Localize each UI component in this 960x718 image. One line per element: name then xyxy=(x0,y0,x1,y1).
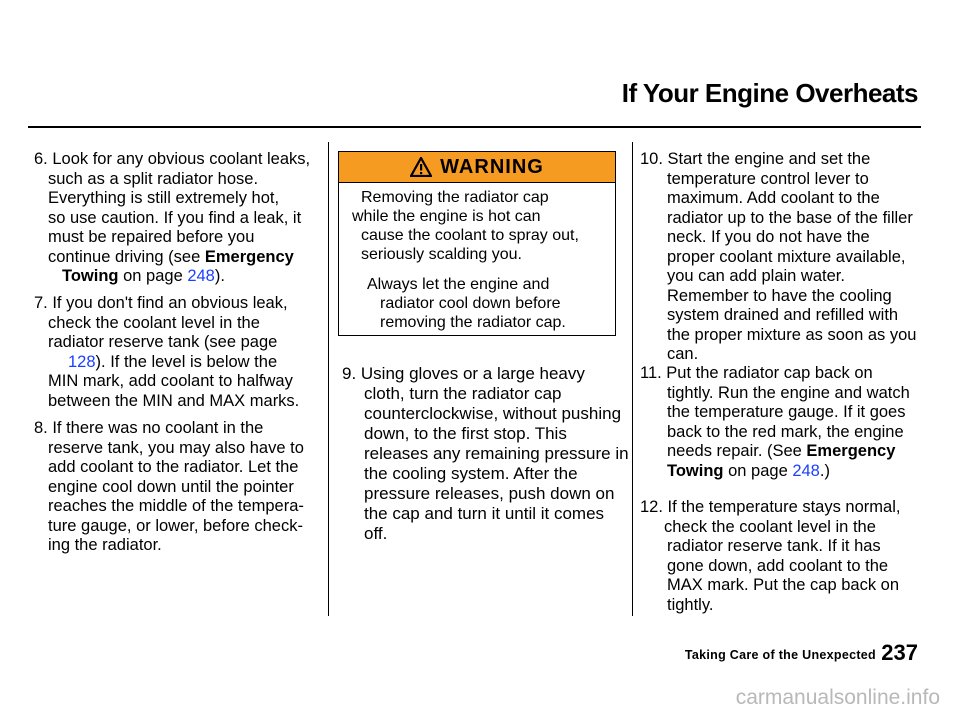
step-line xyxy=(34,248,310,268)
step-line: 10. Start the engine and set the xyxy=(640,150,871,168)
step-9 xyxy=(342,364,629,544)
step-line: ture gauge, or lower, before check- xyxy=(48,516,303,535)
step-line: 6. Look for any obvious coolant leaks, xyxy=(34,150,311,168)
emergency-towing-ref: Towing xyxy=(667,461,724,480)
step-line: temperature control lever to xyxy=(667,169,869,188)
title-divider xyxy=(28,126,921,128)
step-line: engine cool down until the pointer xyxy=(48,477,294,496)
step-line: back to the red mark, the engine xyxy=(667,422,904,441)
warning-line: cause the coolant to spray out, xyxy=(361,227,579,244)
emergency-towing-ref: Emergency xyxy=(204,247,294,266)
step-line: check the coolant level in the xyxy=(48,313,260,332)
step-8 xyxy=(34,419,304,556)
step-line: system drained and refilled with xyxy=(667,306,899,324)
step-line: gone down, add coolant to the xyxy=(667,556,889,575)
step-line: 7. If you don't find an obvious leak, xyxy=(34,294,288,312)
step-line: radiator reserve tank. If it has xyxy=(667,537,881,555)
footer-section-title: Taking Care of the Unexpected xyxy=(684,648,876,662)
step-line: releases any remaining pressure in xyxy=(364,444,629,463)
step-line: Remember to have the cooling xyxy=(667,286,892,305)
step-line: ing the radiator. xyxy=(48,536,162,554)
step-text: ). xyxy=(214,267,225,285)
step-12 xyxy=(640,498,900,615)
warning-text xyxy=(339,188,615,332)
page-number: 237 xyxy=(881,640,918,665)
step-line: off. xyxy=(364,524,388,543)
step-line: between the MIN and MAX marks. xyxy=(48,391,300,410)
step-line: tightly. Run the engine and watch xyxy=(667,383,910,402)
step-7 xyxy=(34,294,299,411)
warning-line: seriously scalding you. xyxy=(361,246,522,263)
step-text: continue driving (see xyxy=(48,247,205,266)
step-line: tightly. xyxy=(667,595,714,614)
step-line: you can add plain water. xyxy=(667,267,845,285)
warning-label: WARNING xyxy=(440,155,544,178)
warning-line: Removing the radiator cap xyxy=(361,189,549,206)
step-line: 8. If there was no coolant in the xyxy=(34,419,264,437)
warning-line: radiator cool down before xyxy=(380,295,561,312)
step-line: 12. If the temperature stays normal, xyxy=(640,498,901,516)
emergency-towing-ref: Emergency xyxy=(806,442,896,460)
step-line: neck. If you do not have the xyxy=(667,228,870,246)
step-line: proper coolant mixture available, xyxy=(667,247,906,266)
page-link-128[interactable]: 128 xyxy=(68,352,96,371)
step-line: down, to the first stop. This xyxy=(364,424,567,443)
step-line: such as a split radiator hose. xyxy=(48,169,259,188)
warning-triangle-icon xyxy=(410,157,432,177)
step-line xyxy=(34,267,310,287)
warning-line: Always let the engine and xyxy=(367,276,550,293)
step-line: 9. Using gloves or a large heavy xyxy=(342,364,585,383)
column-divider-left xyxy=(328,142,329,616)
page-link-248[interactable]: 248 xyxy=(187,267,215,285)
step-line: radiator up to the base of the filler xyxy=(667,208,913,227)
page-title: If Your Engine Overheats xyxy=(621,78,918,108)
column-divider-right xyxy=(632,142,633,616)
step-text: on page xyxy=(723,461,793,480)
step-line: the cap and turn it until it comes xyxy=(364,504,605,523)
step-text: needs repair. (See xyxy=(667,442,807,460)
step-line: reaches the middle of the tempera- xyxy=(48,497,304,515)
step-line xyxy=(640,462,910,482)
step-line: the temperature gauge. If it goes xyxy=(667,403,906,421)
step-line xyxy=(640,442,910,462)
step-text: on page xyxy=(118,267,188,285)
step-line: 11. Put the radiator cap back on xyxy=(640,364,873,382)
page-link-248[interactable]: 248 xyxy=(792,461,820,480)
step-line: must be repaired before you xyxy=(48,228,255,246)
step-line: so use caution. If you find a leak, it xyxy=(48,208,302,227)
warning-spacer xyxy=(339,264,615,275)
warning-header xyxy=(339,152,615,183)
warning-line: while the engine is hot can xyxy=(352,208,541,225)
step-line: counterclockwise, without pushing xyxy=(364,404,622,423)
step-line: MAX mark. Put the cap back on xyxy=(667,576,900,594)
step-line: radiator reserve tank (see page xyxy=(48,333,278,351)
step-line: the proper mixture as soon as you xyxy=(667,325,917,344)
emergency-towing-ref: Towing xyxy=(62,267,119,285)
warning-box xyxy=(338,151,616,336)
step-10 xyxy=(640,150,916,365)
step-line: add coolant to the radiator. Let the xyxy=(48,458,299,476)
step-line: the cooling system. After the xyxy=(364,464,578,483)
step-11 xyxy=(640,364,910,481)
step-line: pressure releases, push down on xyxy=(364,484,615,503)
step-line: cloth, turn the radiator cap xyxy=(364,384,562,403)
step-line: MIN mark, add coolant to halfway xyxy=(48,372,293,390)
watermark: carmanualsonline.info xyxy=(735,686,940,709)
step-6 xyxy=(34,150,310,287)
step-text: .) xyxy=(819,461,830,480)
warning-line: removing the radiator cap. xyxy=(380,314,566,331)
step-line: can. xyxy=(667,345,699,363)
step-line xyxy=(34,353,299,373)
step-line: reserve tank, you may also have to xyxy=(48,438,304,457)
step-line: Everything is still extremely hot, xyxy=(48,189,280,207)
step-line: maximum. Add coolant to the xyxy=(667,189,880,207)
step-text: ). If the level is below the xyxy=(95,352,278,371)
step-line: check the coolant level in the xyxy=(664,517,876,536)
